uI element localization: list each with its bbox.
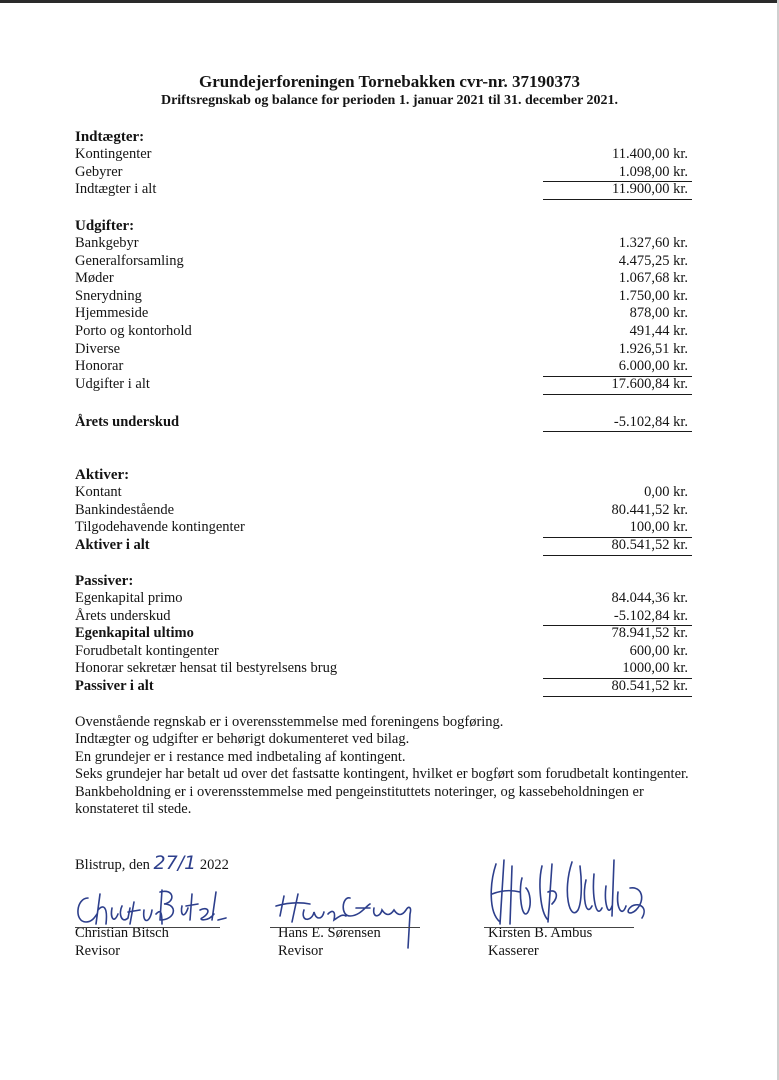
row-label: Generalforsamling <box>75 252 184 269</box>
signing-year: 2022 <box>199 857 229 873</box>
row-amount: 491,44 kr. <box>629 322 688 339</box>
expense-row <box>75 341 692 359</box>
row-amount: 1.327,60 kr. <box>618 235 688 251</box>
total-rule <box>543 696 692 697</box>
signatory-role: Revisor <box>278 943 324 959</box>
row-label: Egenkapital primo <box>75 590 183 606</box>
row-amount: 11.900,00 kr. <box>612 181 688 198</box>
row-amount: 878,00 kr. <box>629 305 688 322</box>
row-label: Møder <box>75 270 114 287</box>
row-label: Honorar sekretær hensat til bestyrelsens brug <box>75 660 338 677</box>
liabilities-heading: Passiver: <box>75 573 134 589</box>
signature-line <box>484 927 634 928</box>
note-line: Indtægter og udgifter er behørigt dokumenteret ved bilag. <box>75 731 410 748</box>
signatory-block <box>488 924 592 960</box>
row-amount: 1.098,00 kr. <box>618 163 688 180</box>
place-and-date <box>75 852 229 874</box>
document-title: Grundejerforeningen Tornebakken cvr-nr. 37190373 <box>199 72 580 91</box>
expense-row <box>75 253 692 271</box>
row-amount: 600,00 kr. <box>629 642 688 659</box>
row-amount: 84.044,36 kr. <box>611 590 688 606</box>
signatory-block <box>278 924 381 960</box>
result-row <box>75 412 692 432</box>
income-section <box>75 128 692 199</box>
signature-line <box>270 927 420 928</box>
expense-row <box>75 358 692 376</box>
row-label: Indtægter i alt <box>75 181 157 198</box>
liability-row <box>75 660 692 678</box>
handwritten-date: 27/1 <box>153 852 197 874</box>
liabilities-total-row <box>75 678 692 696</box>
asset-row <box>75 502 692 520</box>
row-label: Honorar <box>75 358 124 375</box>
row-label: Årets underskud <box>75 414 180 430</box>
row-label: Bankgebyr <box>75 235 139 251</box>
expense-row <box>75 323 692 341</box>
row-label: Udgifter i alt <box>75 375 150 392</box>
asset-row <box>75 519 692 537</box>
signatory-name: Christian Bitsch <box>75 925 169 941</box>
expenses-section <box>75 217 692 393</box>
row-amount: 78.941,52 kr. <box>611 625 688 642</box>
result-section <box>75 412 692 432</box>
liabilities-section <box>75 572 692 696</box>
assets-section <box>75 466 692 554</box>
row-amount: 80.441,52 kr. <box>611 501 688 518</box>
row-label: Gebyrer <box>75 163 123 180</box>
row-amount: 1.926,51 kr. <box>618 340 688 357</box>
expense-row <box>75 305 692 323</box>
income-row <box>75 146 692 164</box>
row-label: Kontingenter <box>75 146 152 162</box>
income-heading: Indtægter: <box>75 129 145 145</box>
expenses-total-row <box>75 376 692 394</box>
row-label: Årets underskud <box>75 607 171 624</box>
row-amount: 80.541,52 kr. <box>611 536 688 553</box>
row-amount: -5.102,84 kr. <box>613 607 688 624</box>
row-amount: 80.541,52 kr. <box>611 677 688 694</box>
row-label: Tilgodehavende kontingenter <box>75 519 245 536</box>
row-label: Egenkapital ultimo <box>75 625 194 642</box>
income-row <box>75 164 692 182</box>
assets-heading: Aktiver: <box>75 467 130 483</box>
row-label: Hjemmeside <box>75 305 149 322</box>
row-label: Bankindestående <box>75 501 175 518</box>
row-amount: 4.475,25 kr. <box>618 252 688 269</box>
liability-row <box>75 643 692 661</box>
row-label: Passiver i alt <box>75 677 154 694</box>
row-label: Porto og kontorhold <box>75 322 192 339</box>
row-amount: 1000,00 kr. <box>622 660 688 677</box>
signatory-role: Kasserer <box>488 943 539 959</box>
note-line: Seks grundejer har betalt ud over det fastsatte kontingent, hvilket er bogført som forudbetalt kontingenter. <box>75 766 689 783</box>
assets-total-row <box>75 537 692 555</box>
row-label: Forudbetalt kontingenter <box>75 642 219 659</box>
scan-edge-top <box>0 0 779 3</box>
row-amount: 0,00 kr. <box>644 484 688 500</box>
total-rule <box>543 199 692 200</box>
row-amount: 11.400,00 kr. <box>612 146 688 162</box>
liability-row <box>75 590 692 608</box>
signatory-name: Hans E. Sørensen <box>278 925 381 941</box>
expenses-heading: Udgifter: <box>75 218 135 234</box>
row-label: Kontant <box>75 484 122 500</box>
row-amount: 100,00 kr. <box>629 519 688 536</box>
row-amount: -5.102,84 kr. <box>613 414 688 430</box>
signing-place: Blistrup, den <box>75 857 150 873</box>
note-line: Bankbeholdning er i overensstemmelse med pengeinstituttets noteringer, og kassebeholdningen er konstateret til stede. <box>75 783 644 818</box>
note-line: En grundejer er i restance med indbetaling af kontingent. <box>75 748 406 765</box>
row-amount: 17.600,84 kr. <box>611 375 688 392</box>
liability-row <box>75 625 692 643</box>
liability-row <box>75 608 692 626</box>
row-amount: 6.000,00 kr. <box>618 358 688 375</box>
total-rule <box>543 394 692 395</box>
expense-row <box>75 235 692 253</box>
document-subtitle: Driftsregnskab og balance for perioden 1. januar 2021 til 31. december 2021. <box>160 93 619 108</box>
row-amount: 1.750,00 kr. <box>618 287 688 304</box>
result-rule <box>543 431 692 432</box>
auditor-notes <box>75 714 695 818</box>
total-rule <box>543 555 692 556</box>
row-amount: 1.067,68 kr. <box>618 270 688 287</box>
expense-row <box>75 288 692 306</box>
signatory-role: Revisor <box>75 943 121 959</box>
row-label: Diverse <box>75 340 121 357</box>
signature-line <box>75 927 220 928</box>
row-label: Aktiver i alt <box>75 536 150 553</box>
row-label: Snerydning <box>75 287 142 304</box>
income-total-row <box>75 181 692 199</box>
signatory-name: Kirsten B. Ambus <box>488 925 593 941</box>
asset-row <box>75 484 692 502</box>
expense-row <box>75 270 692 288</box>
note-line: Ovenstående regnskab er i overensstemmelse med foreningens bogføring. <box>75 714 504 730</box>
signatory-block <box>75 924 169 960</box>
